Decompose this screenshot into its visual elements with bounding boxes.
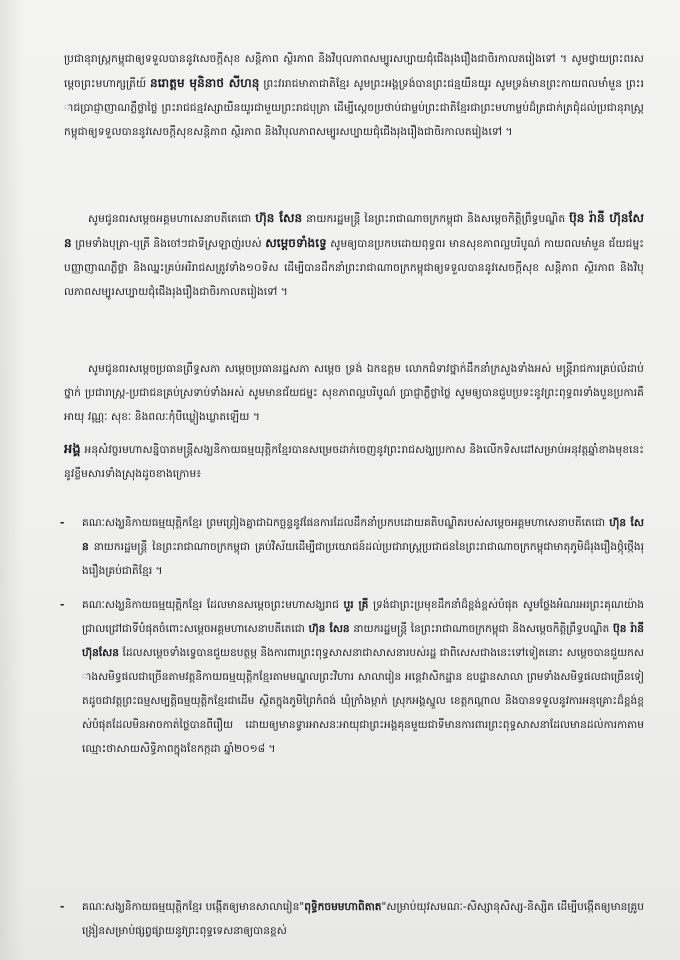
bullet-text: "សម្រាប់យុវសមណៈ-សិស្សានុសិស្ស-និស្សិត ដើម្បីបង្កើតឲ្យមានគ្រូបង្រៀនសម្រាប់ផ្សព្វផ្សាយនូវព្រះពុទ្ធទេសនាឲ្យបានខ្ពស់ — [82, 900, 644, 937]
name-prime-minister: ហ៊ុន សែន — [308, 622, 350, 635]
paragraph-text: សូមជូនពរសម្តេចអគ្គមហាសេនាបតីតេជោ — [88, 212, 256, 225]
bullet-text: គណៈសង្ឃនិកាយធម្មយុត្តិកខ្មែរ ដែលមានសម្តេចព្រះមហាសង្ឃរាជ — [82, 598, 344, 611]
paragraph-blessing-queen-mother — [64, 47, 644, 144]
paragraph-assembly-intro — [64, 438, 644, 486]
paragraph-text: ប្រជានុរាស្ត្រកម្ពុជាឲ្យទទួលបាននូវសេចក្តីសុខ សន្តិភាព ស្ថិរភាព និងវិបុលភាពសម្បូរសប្បាយជុំជើងរុងរឿងជាចិរកាលតរៀងទៅ ។ សូមថ្វាយព្រះពរសម្តេចព្រះមហាក្សត្រីយ៍ — [64, 52, 644, 90]
bullet-text: ទ្រង់ជាព្រះប្រមុខដឹកនាំដ៏ខ្ពង់ខ្ពស់បំផុត សូមថ្លែងអំណរអរព្រះគុណយ៉ាងជ្រាលជ្រៅជាទីបំផុតចំពោះសម្តេចអគ្គមហាសេនាបតីតេជោ — [82, 598, 644, 635]
bullet-text: គណៈសង្ឃនិកាយធម្មយុត្តិកខ្មែរ ព្រមព្រៀងគ្នាជាឯកច្ឆន្ទនូវផែនការដែលដឹកនាំប្រកបដោយគតិបណ្ឌិតរបស់សម្តេចអគ្គមហាសេនាបតីតេជោ — [82, 516, 610, 529]
paragraph-text: សូមឲ្យបានប្រកបដោយពុទ្ធពរ មានសុខភាពល្អបរិបូណ៌ កាយពលមាំមួន ជ័យជម្នះ បញ្ញាញាណភ្លឺថ្លា និងឈ្នះគ្រប់អរិរាជសត្រូវទាំង១០ទិស ដើម្បីបានដឹកនាំព្រះរាជាណាចក្រកម្ពុជាឲ្យទទួលបាននូវសេចក្តីសុខ សន្តិភាព ស្ថិរភាព និងវិបុលភាពសម្បូរសប្បាយជុំជើងរុងរឿងជាចិរកាលតរៀងទៅ ។ — [64, 237, 644, 298]
paragraph-lead-word: អង្គ — [64, 441, 81, 457]
name-supreme-patriarch: បួរ គ្រី — [343, 598, 369, 611]
name-spouse: ប៊ុន រ៉ានី ហ៊ុនសែន — [64, 210, 644, 250]
paragraph-blessing-officials — [64, 357, 644, 429]
name-prime-minister: ហ៊ុន សែន — [255, 210, 303, 225]
name-prime-minister: ហ៊ុន សែន — [82, 516, 644, 553]
bullet-item-3 — [82, 895, 644, 943]
name-school: ពុទ្ធិកចមមហាពិតាត — [304, 900, 382, 913]
paragraph-text: ព្រះវររាជមាតាជាតិខ្មែរ សូមព្រះអង្គទ្រង់បានព្រះជន្មយឺនយូរ សូមទ្រង់មានព្រះកាយពលមាំមួន ព្រះរាជប្រាជ្ញាញាណភ្លឺថ្លាថ្លៃ ព្រះរាជជន្មវស្សាយឺនយូរជាមួយព្រះរាជបុត្រា ដើម្បីស្តេចប្រថាប់ជាម្លប់ព្រះជាតិខ្មែរជាព្រះមហាម្លប់ដ៏ត្រជាក់ត្រជុំដល់ប្រជានុរាស្ត្រកម្ពុជាឲ្យទទួលបាននូវសេចក្តីសុខសន្តិភាព ស្ថិរភាព និងវិបុលភាពសម្បូរសប្បាយជុំជើងរុងរឿងជាចិរកាលតរៀងទៅ ។ — [64, 77, 645, 138]
name-both-samdech: សម្តេចទាំងទ្វេ — [265, 235, 327, 250]
paragraph-text: នាយករដ្ឋមន្ត្រី នៃព្រះរាជាណាចក្រកម្ពុជា និងសម្តេចកិត្តិព្រឹទ្ធបណ្ឌិត — [302, 212, 570, 225]
name-queen-mother: នរោត្តម មុនិនាថ សីហនុ — [150, 75, 260, 90]
paragraph-text: ព្រមទាំងបុត្រា-បុត្រី និងចៅៗជាទីស្រឡាញ់របស់ — [71, 237, 266, 250]
bullet-text: គណៈសង្ឃនិកាយធម្មយុត្តិកខ្មែរ បង្កើតឲ្យមានសាលារៀន" — [82, 900, 305, 913]
name-spouse: ប៊ុន រ៉ានី ហ៊ុនសែន — [82, 622, 644, 659]
paragraph-text: សូមជូនពរសម្តេចប្រធានព្រឹទ្ធសភា សម្តេចប្រធានរដ្ឋសភា សម្តេច ទ្រង់ ឯកឧត្តម លោកជំទាវថ្នាក់ដឹកនាំក្រសួងទាំងអស់ មន្ត្រីរាជការគ្រប់លំដាប់ថ្នាក់ ប្រជារាស្ត្រ-ប្រជាជនគ្រប់ស្រទាប់ទាំងអស់ សូមមានជ័យជម្នះ សុខភាពល្អបរិបូណ៌ ប្រាជ្ញាភ្លឺថ្លាថ្លៃ សូមឲ្យបានជួបប្រទះនូវព្រះពុទ្ធពរទាំងបួនប្រការគឺ អាយុ វណ្ណៈ សុខៈ និងពលៈកុំបីឃ្លៀងឃ្លាតឡើយ ។ — [64, 362, 644, 423]
bullet-item-1 — [82, 511, 644, 583]
bullet-text: នាយករដ្ឋមន្ត្រី នៃព្រះរាជាណាចក្រកម្ពុជា និងសម្តេចកិត្តិព្រឹទ្ធបណ្ឌិត — [349, 622, 613, 635]
bullet-text: នាយករដ្ឋមន្ត្រី នៃព្រះរាជាណាចក្រកម្ពុជា គ្រប់វិស័យដើម្បីជាប្រយោជន៍ដល់ប្រជារាស្ត្រប្រជាជននៃព្រះរាជាណាចក្រកម្ពុជាមាតុភូមិដ៏រុងរឿងថ្កុំថ្កើងរុងរឿងគ្រប់ជាតិខ្មែរ ។ — [82, 540, 644, 577]
paragraph-text: អនុសំវច្ចរមហាសន្និបាតមន្ត្រីសង្ឃនិកាយធម្មយុត្តិកខ្មែរបានសម្រេចដាក់ចេញនូវព្រះរាជសង្ឃប្រកាស និងលើកទិសដៅសម្រាប់អនុវត្តឆ្នាំខាងមុខនេះនូវខ្លឹមសារទាំងស្រុងដូចខាងក្រោម៖ — [64, 443, 644, 480]
page-edge-shadow — [0, 0, 24, 960]
bullet-item-2 — [82, 593, 644, 761]
bullet-text: ដែលសម្តេចទាំងទ្វេបានជួយឧបត្ថម្ភ និងការពារព្រះពុទ្ធសាសនាជាសាសនារបស់រដ្ឋ ជាពិសេសជាងនេះទៅទៀតនោះ សម្តេចបានជួយកសាងសមិទ្ធផលជាច្រើនតាមវត្តនិកាយធម្មយុត្តិកខ្មែរតាមមណ្ឌលព្រះវិហារ សាលារៀន អន្តេវាសិកដ្ឋាន ឧបដ្ឋានសាលា ព្រមទាំងសមិទ្ធផលជាច្រើនទៀតដូចជាវត្តព្រះធម្មសម្បត្តិធម្មយុត្តិកខ្មែរជាដើម ស្ថិតក្នុងភូមិព្រៃកំពង់ ឃុំក្រាំងម្កាក់ ស្រុកអង្គស្នួល ខេត្តកណ្តាល និងបានទទួលនូវការអនុគ្រោះដ៏ខ្ពង់ខ្ពស់បំផុតដែលមិនអាចកាត់ថ្លៃបានពីរឿយ ដោយឲ្យមានទ្វារអាសនៈអាយុជាព្រះអង្គគុនមួយជាទីមានការពារព្រះពុទ្ធសាសនាដែលមានដល់ការកាតាមឈ្មោះថាសាយសិទ្ធិភាពក្នុងខែកក្កដា ឆ្នាំ២០១៨ ។ — [82, 646, 644, 755]
paragraph-blessing-prime-minister — [64, 206, 644, 304]
